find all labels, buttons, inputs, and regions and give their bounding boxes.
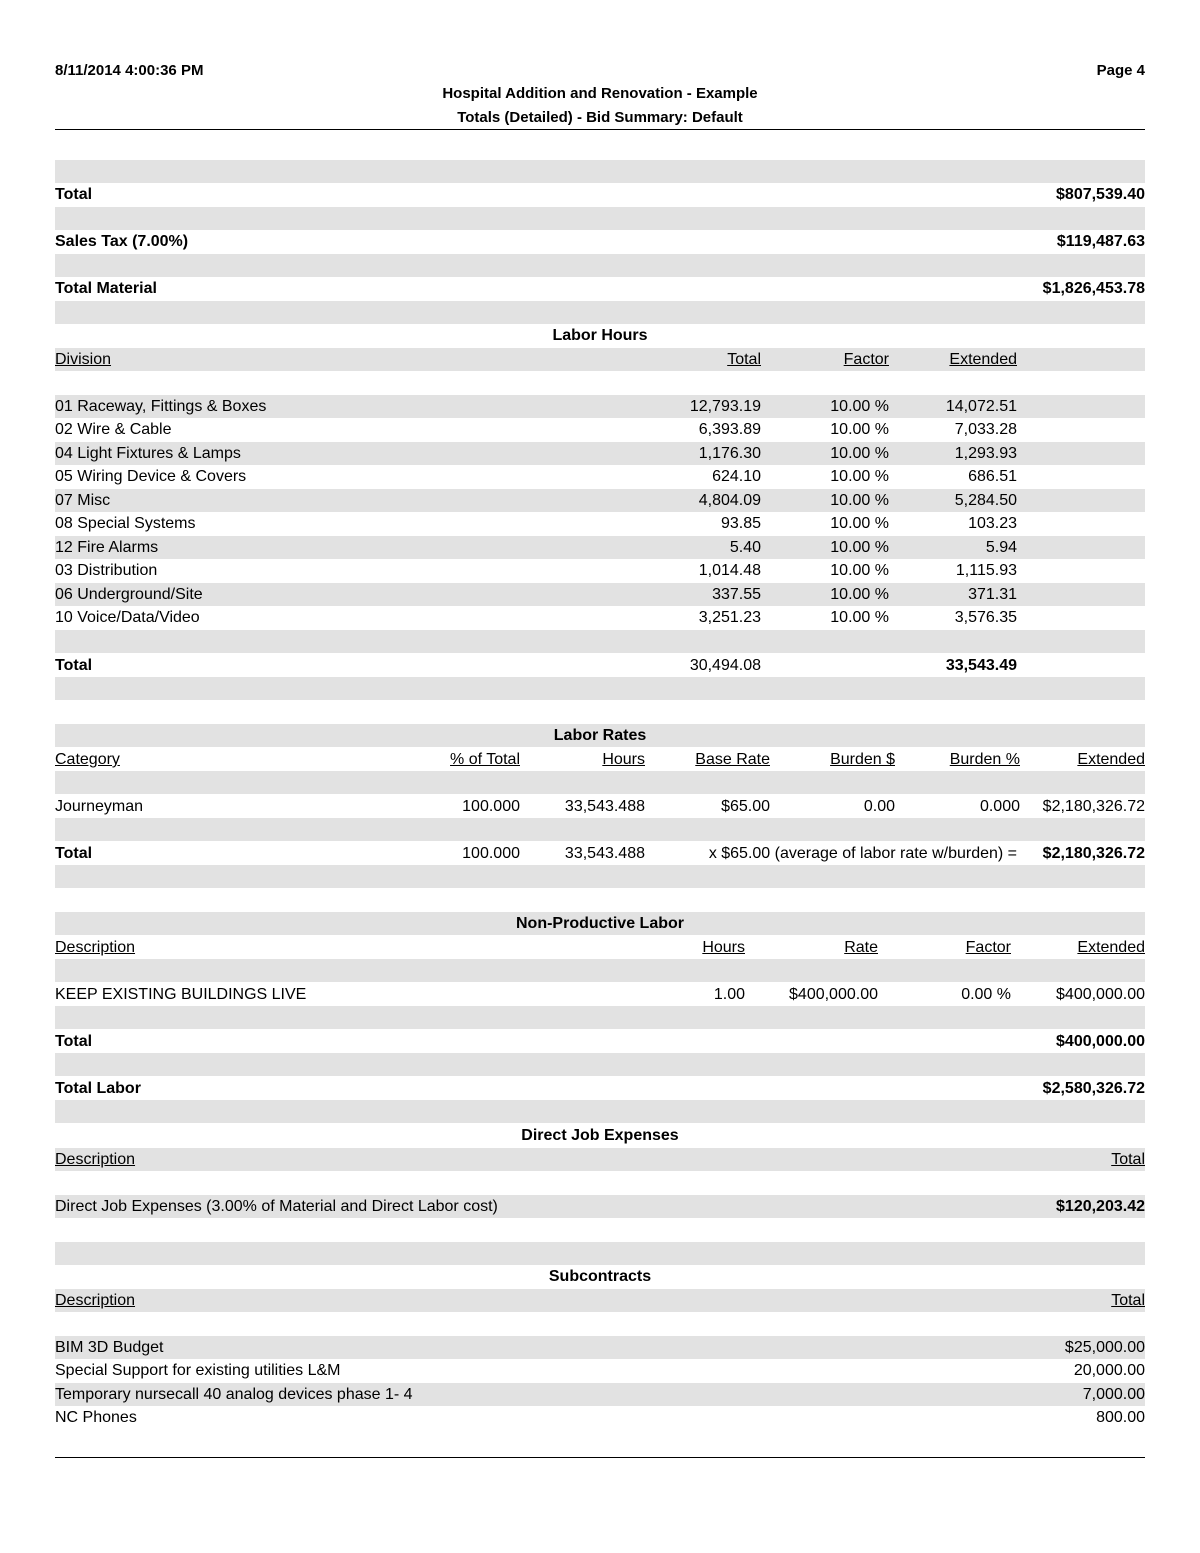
division-total: 12,793.19 bbox=[689, 398, 761, 415]
col-description: Description bbox=[55, 939, 136, 956]
spacer-row bbox=[55, 818, 1145, 841]
subcontract-description: NC Phones bbox=[55, 1409, 137, 1427]
spacer-row bbox=[55, 160, 1145, 183]
direct-job-title-row bbox=[55, 1124, 1145, 1147]
division-name: 06 Underground/Site bbox=[55, 585, 203, 603]
division-total: 93.85 bbox=[720, 515, 761, 533]
header-divider bbox=[55, 129, 1145, 130]
non-productive-total-row bbox=[55, 1030, 1145, 1053]
labor-rates-total-label: Total bbox=[55, 845, 93, 862]
total-material-label: Total Material bbox=[55, 280, 157, 297]
division-name: 04 Light Fixtures & Lamps bbox=[55, 444, 241, 462]
non-productive-description: KEEP EXISTING BUILDINGS LIVE bbox=[55, 986, 307, 1003]
subcontract-row bbox=[55, 1359, 1145, 1382]
spacer-row bbox=[55, 371, 1145, 394]
sales-tax-label: Sales Tax (7.00%) bbox=[55, 233, 189, 250]
division-extended: 5.94 bbox=[985, 538, 1017, 556]
labor-hours-row bbox=[55, 465, 1145, 488]
direct-job-row bbox=[55, 1195, 1145, 1218]
division-extended: 103.23 bbox=[968, 515, 1017, 533]
labor-hours-total-row bbox=[55, 654, 1145, 677]
page-number: Page 4 bbox=[1096, 62, 1145, 79]
spacer-row bbox=[55, 207, 1145, 230]
spacer-row bbox=[55, 1312, 1145, 1335]
subcontract-description: Temporary nursecall 40 analog devices phase 1- 4 bbox=[55, 1385, 413, 1403]
col-base-rate: Base Rate bbox=[695, 751, 770, 768]
division-name: 12 Fire Alarms bbox=[55, 538, 159, 556]
report-timestamp: 8/11/2014 4:00:36 PM bbox=[55, 62, 204, 79]
division-name: 01 Raceway, Fittings & Boxes bbox=[55, 398, 267, 415]
division-total: 1,176.30 bbox=[698, 444, 761, 462]
labor-hours-title-row bbox=[55, 324, 1145, 347]
division-name: 07 Misc bbox=[55, 491, 111, 509]
spacer-row bbox=[55, 677, 1145, 700]
subcontract-row bbox=[55, 1383, 1145, 1406]
division-name: 05 Wiring Device & Covers bbox=[55, 468, 247, 486]
labor-hours-row bbox=[55, 442, 1145, 465]
division-factor: 10.00 % bbox=[830, 398, 889, 415]
spacer-row bbox=[55, 959, 1145, 982]
report-subtitle: Totals (Detailed) - Bid Summary: Default bbox=[457, 109, 743, 126]
labor-hours-row bbox=[55, 418, 1145, 441]
labor-rate-extended: $2,180,326.72 bbox=[1042, 798, 1145, 815]
division-factor: 10.00 % bbox=[830, 421, 889, 439]
labor-hours-row bbox=[55, 536, 1145, 559]
col-total: Total bbox=[1111, 1292, 1145, 1309]
labor-rates-total-row bbox=[55, 842, 1145, 865]
non-productive-rate: $400,000.00 bbox=[789, 986, 878, 1003]
subcontract-description: Special Support for existing utilities L&M bbox=[55, 1362, 341, 1380]
col-rate: Rate bbox=[844, 939, 878, 956]
total-material-row bbox=[55, 277, 1145, 300]
total-labor-label: Total Labor bbox=[55, 1080, 141, 1097]
spacer-row bbox=[55, 1242, 1145, 1265]
direct-job-header-row bbox=[55, 1148, 1145, 1171]
sales-tax-row bbox=[55, 230, 1145, 253]
labor-hours-header-row bbox=[55, 348, 1145, 371]
labor-rates-total-hours: 33,543.488 bbox=[564, 845, 645, 862]
col-factor: Factor bbox=[843, 351, 889, 368]
subcontracts-header-row bbox=[55, 1289, 1145, 1312]
division-factor: 10.00 % bbox=[830, 538, 889, 556]
material-total-label: Total bbox=[55, 186, 93, 203]
division-extended: 7,033.28 bbox=[954, 421, 1017, 439]
labor-hours-total-label: Total bbox=[55, 657, 93, 674]
direct-job-description: Direct Job Expenses (3.00% of Material and Direct Labor cost) bbox=[55, 1198, 498, 1215]
subcontract-total: $25,000.00 bbox=[1064, 1339, 1145, 1356]
labor-hours-row bbox=[55, 512, 1145, 535]
labor-rate-base: $65.00 bbox=[721, 798, 770, 815]
division-name: 03 Distribution bbox=[55, 562, 158, 580]
spacer-row bbox=[55, 1006, 1145, 1029]
spacer-row bbox=[55, 254, 1145, 277]
non-productive-row bbox=[55, 983, 1145, 1006]
division-total: 3,251.23 bbox=[698, 609, 761, 627]
sales-tax-value: $119,487.63 bbox=[1056, 233, 1145, 250]
direct-job-title: Direct Job Expenses bbox=[521, 1127, 679, 1144]
spacer-row bbox=[55, 1100, 1145, 1123]
labor-hours-row bbox=[55, 583, 1145, 606]
division-total: 6,393.89 bbox=[698, 421, 761, 439]
col-hours: Hours bbox=[602, 751, 645, 768]
subcontract-total: 800.00 bbox=[1096, 1409, 1145, 1427]
labor-hours-row bbox=[55, 606, 1145, 629]
division-factor: 10.00 % bbox=[830, 562, 889, 580]
division-name: 08 Special Systems bbox=[55, 515, 196, 533]
col-extended: Extended bbox=[949, 351, 1017, 368]
col-description: Description bbox=[55, 1292, 136, 1309]
labor-rates-total-pct: 100.000 bbox=[462, 845, 520, 862]
footer-divider bbox=[55, 1457, 1145, 1458]
division-extended: 3,576.35 bbox=[954, 609, 1017, 627]
subcontract-row bbox=[55, 1406, 1145, 1429]
total-labor-row bbox=[55, 1077, 1145, 1100]
division-factor: 10.00 % bbox=[830, 444, 889, 462]
spacer-row bbox=[55, 301, 1145, 324]
material-total-value: $807,539.40 bbox=[1056, 186, 1145, 203]
non-productive-title-row bbox=[55, 912, 1145, 935]
division-extended: 5,284.50 bbox=[954, 491, 1017, 509]
report-title: Hospital Addition and Renovation - Example bbox=[442, 85, 758, 102]
labor-rate-category: Journeyman bbox=[55, 798, 144, 815]
col-division: Division bbox=[55, 351, 112, 368]
col-extended: Extended bbox=[1077, 939, 1145, 956]
col-burden-percent: Burden % bbox=[949, 751, 1020, 768]
col-burden-amount: Burden $ bbox=[830, 751, 895, 768]
division-total: 624.10 bbox=[712, 468, 761, 486]
col-pct-of-total: % of Total bbox=[450, 751, 520, 768]
labor-hours-row bbox=[55, 395, 1145, 418]
col-extended: Extended bbox=[1077, 751, 1145, 768]
division-factor: 10.00 % bbox=[830, 515, 889, 533]
labor-hours-title: Labor Hours bbox=[552, 327, 648, 344]
division-factor: 10.00 % bbox=[830, 468, 889, 486]
labor-rate-pct: 100.000 bbox=[462, 798, 520, 815]
subcontract-row bbox=[55, 1336, 1145, 1359]
non-productive-total-value: $400,000.00 bbox=[1056, 1033, 1145, 1050]
labor-hours-row bbox=[55, 559, 1145, 582]
col-category: Category bbox=[55, 751, 120, 768]
labor-rate-hours: 33,543.488 bbox=[564, 798, 645, 815]
labor-hours-total-hours: 30,494.08 bbox=[689, 657, 761, 674]
division-extended: 1,293.93 bbox=[954, 444, 1017, 462]
total-material-value: $1,826,453.78 bbox=[1042, 280, 1145, 297]
labor-rates-title: Labor Rates bbox=[553, 727, 647, 744]
direct-job-total: $120,203.42 bbox=[1056, 1198, 1145, 1215]
labor-rate-burden-percent: 0.000 bbox=[979, 798, 1020, 815]
col-total: Total bbox=[727, 351, 761, 368]
subcontracts-title: Subcontracts bbox=[548, 1268, 652, 1285]
labor-hours-total-extended: 33,543.49 bbox=[945, 657, 1017, 674]
non-productive-hours: 1.00 bbox=[713, 986, 745, 1003]
non-productive-extended: $400,000.00 bbox=[1056, 986, 1145, 1003]
col-factor: Factor bbox=[965, 939, 1011, 956]
division-factor: 10.00 % bbox=[830, 491, 889, 509]
labor-rate-burden-amount: 0.00 bbox=[863, 798, 895, 815]
non-productive-title: Non-Productive Labor bbox=[515, 915, 684, 932]
spacer-row bbox=[55, 865, 1145, 888]
spacer-row bbox=[55, 1218, 1145, 1241]
col-description: Description bbox=[55, 1151, 136, 1168]
non-productive-factor: 0.00 % bbox=[961, 986, 1011, 1003]
division-factor: 10.00 % bbox=[830, 609, 889, 627]
total-labor-value: $2,580,326.72 bbox=[1042, 1080, 1145, 1097]
labor-rates-total-extended: $2,180,326.72 bbox=[1042, 845, 1145, 862]
labor-rates-title-row bbox=[55, 724, 1145, 747]
division-extended: 14,072.51 bbox=[945, 398, 1017, 415]
labor-rates-average-note: x $65.00 (average of labor rate w/burden) = bbox=[708, 845, 1017, 862]
division-total: 5.40 bbox=[729, 538, 761, 556]
labor-rates-header-row bbox=[55, 748, 1145, 771]
labor-hours-row bbox=[55, 489, 1145, 512]
division-name: 02 Wire & Cable bbox=[55, 421, 172, 439]
subcontract-total: 7,000.00 bbox=[1082, 1385, 1145, 1403]
spacer-row bbox=[55, 1053, 1145, 1076]
non-productive-total-label: Total bbox=[55, 1033, 93, 1050]
non-productive-header-row bbox=[55, 936, 1145, 959]
division-total: 337.55 bbox=[712, 585, 761, 603]
division-extended: 1,115.93 bbox=[955, 562, 1017, 580]
subcontracts-title-row bbox=[55, 1265, 1145, 1288]
division-factor: 10.00 % bbox=[830, 585, 889, 603]
labor-rate-row bbox=[55, 795, 1145, 818]
col-total: Total bbox=[1111, 1151, 1145, 1168]
division-name: 10 Voice/Data/Video bbox=[55, 609, 200, 627]
material-total-row bbox=[55, 183, 1145, 206]
division-extended: 686.51 bbox=[968, 468, 1017, 486]
col-hours: Hours bbox=[702, 939, 745, 956]
spacer-row bbox=[55, 1171, 1145, 1194]
division-total: 1,014.48 bbox=[698, 562, 761, 580]
division-extended: 371.31 bbox=[968, 585, 1017, 603]
subcontract-description: BIM 3D Budget bbox=[55, 1339, 164, 1356]
spacer-row bbox=[55, 771, 1145, 794]
division-total: 4,804.09 bbox=[698, 491, 761, 509]
spacer-row bbox=[55, 630, 1145, 653]
subcontract-total: 20,000.00 bbox=[1073, 1362, 1145, 1380]
